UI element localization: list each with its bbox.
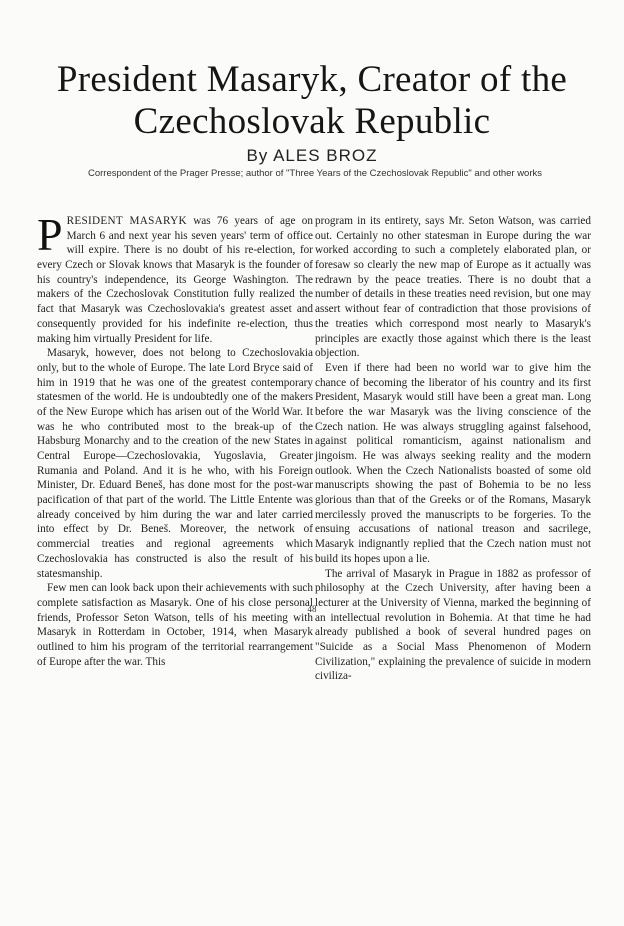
page-number: 48	[307, 604, 317, 614]
article-title-line-1: President Masaryk, Creator of the	[56, 59, 568, 100]
paragraph-text: was 76 years of age on March 6 and next year his seven years' term of office will expire. There is no doubt of his re-election, for every Czech or Slovak knows that Masaryk is the founder of his country's independence, its George Washington. The makers of the Czechoslovak Constitution fully realized the fact that Masaryk was Czechoslovakia's greatest asset and consequently provided for his indefinite re-election, thus making him virtually President for life.	[37, 215, 313, 345]
lead-in: RESIDENT MASARYK	[66, 215, 187, 227]
paragraph: The arrival of Masaryk in Prague in 1882 as professor of philosophy at the Czech University, after having been a lecturer at the University of Vienna, marked the beginning of an intellectual revolution in Bohemia. At that time he had already published a book of several hundred pages on "Suicide as a Social Mass Phenomenon of Modern Civilization," explaining the prevalence of suicide in modern civiliza-	[315, 567, 591, 683]
article-column-left	[37, 209, 313, 668]
paragraph: Masaryk, however, does not belong to Czechoslovakia only, but to the whole of Europe. The late Lord Bryce said of him in 1919 that he was one of the greatest contemporary statesmen of the world. He is undoubtedly one of the makers of the New Europe which has arisen out of the World War. It was he who contributed most to the break-up of the Habsburg Monarchy and to the creation of the new States in Central Europe—Czechoslovakia, Yugoslavia, Greater Rumania and Poland. And it is he who, with his Foreign Minister, Dr. Eduard Beneš, has done most for the post-war pacification of that part of the world. The Little Entente was already conceived by him during the war and later carried into effect by Dr. Beneš. Moreover, the network of commercial treaties and regional agreements which Czechoslovakia has constructed is also the result of his statesmanship.	[37, 347, 313, 580]
paragraph: Even if there had been no world war to give him the chance of becoming the liberator of his country and its first President, Masaryk would still have been a great man. Long before the war Masaryk was the living conscience of the Czech nation. He was always struggling against falsehood, against political romanticism, against nationalism and jingoism. He was always seeking reality and the modern outlook. When the Czech Nationalists boasted of some old manuscripts showing the past of Bohemia to be no less glorious than that of the Greeks or of the Romans, Masaryk mercilessly proved the manuscripts to be forgeries. To the ensuing accusations of national treason and sacrilege, Masaryk indignantly replied that the Czech nation must not build its hopes upon a lie.	[315, 361, 591, 565]
paragraph	[37, 209, 313, 346]
paragraph: Few men can look back upon their achievements with such complete satisfaction as Masaryk. One of his close personal friends, Professor Seton Watson, tells of his meeting with Masaryk in Rotterdam in October, 1914, when Masaryk outlined to him his program of the territorial rearrangement of Europe after the war. This	[37, 582, 313, 668]
byline: By ALES BROZ	[246, 146, 378, 165]
article-column-right	[315, 214, 591, 683]
author-credentials: Correspondent of the Prager Presse; author of "Three Years of the Czechoslovak Republic" and other works	[87, 168, 543, 179]
paragraph: program in its entirety, says Mr. Seton Watson, was carried out. Certainly no other statesman in Europe during the war worked according to such a completely elaborated plan, or foresaw so clearly the new map of Europe as it actually was redrawn by the peace treaties. There is no doubt that a number of details in these treaties need revision, but one may assert without fear of contradiction that those provisions of the treaties which correspond most nearly to Masaryk's principles are exactly those against which there is the least objection.	[315, 215, 591, 360]
drop-cap: P	[37, 209, 63, 260]
article-title-line-2: Czechoslovak Republic	[133, 101, 491, 142]
